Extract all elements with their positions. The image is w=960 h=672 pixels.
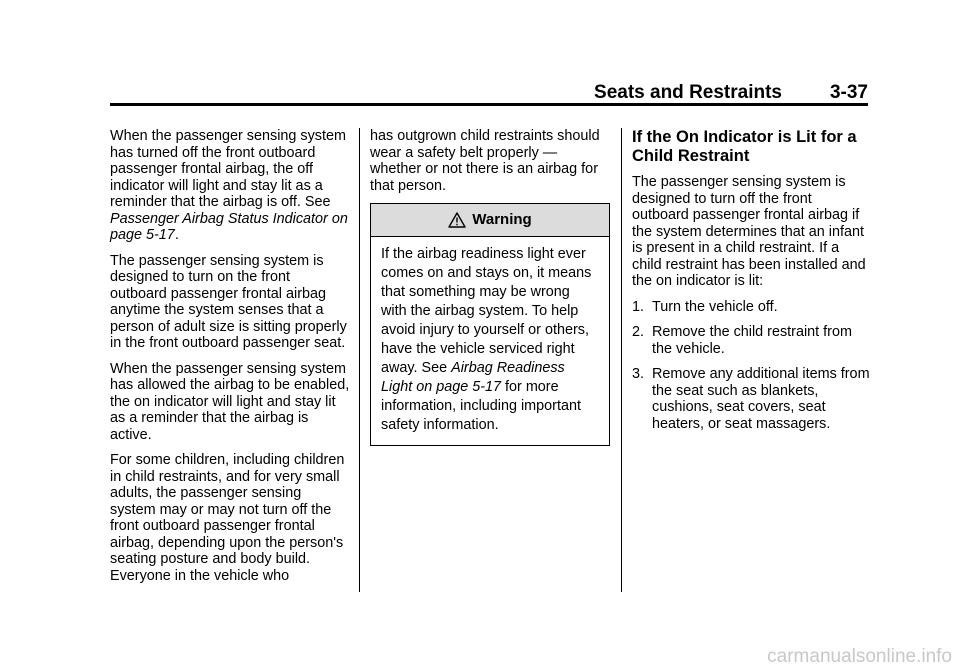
steps-list — [632, 299, 872, 433]
column-divider — [359, 128, 360, 592]
list-item — [632, 299, 872, 316]
cross-reference-link[interactable]: Passenger Airbag Status Indicator on page 5-17 — [110, 210, 348, 243]
watermark: carmanualsonline.info — [767, 646, 952, 667]
warning-box — [370, 203, 610, 446]
step-text: Remove any additional items from the seat such as blankets, cushions, seat covers, seat heaters, or seat massagers. — [652, 366, 870, 432]
warning-title: Warning — [472, 210, 532, 228]
column-1 — [110, 128, 350, 593]
section-title: Seats and Restraints — [594, 82, 782, 103]
step-number: 1. — [632, 298, 645, 315]
paragraph — [110, 128, 350, 244]
paragraph: For some children, including children in child restraints, and for very small adults, the passenger sensing system may or may not turn off the front outboard passenger frontal airbag, depending upon the person's seating posture and body build. Everyone in the vehicle who — [110, 452, 345, 584]
list-item — [632, 324, 872, 357]
subsection-heading: If the On Indicator is Lit for a Child Restraint — [632, 128, 857, 165]
step-number: 3. — [632, 366, 645, 382]
paragraph-text: When the passenger sensing system has turned off the front outboard passenger frontal airbag, the off indicator will light and stay lit as a reminder that the airbag is off. See — [110, 128, 346, 210]
column-divider — [621, 128, 622, 592]
cross-reference-link[interactable]: Airbag Readiness Light on page 5-17 — [381, 360, 565, 395]
warning-body — [371, 237, 609, 445]
list-item — [632, 366, 872, 432]
paragraph: has outgrown child restraints should wear a safety belt properly — whether or not there is an airbag for that person. — [370, 128, 600, 194]
step-text: Remove the child restraint from the vehicle. — [652, 324, 852, 357]
step-number: 2. — [632, 324, 645, 340]
paragraph: The passenger sensing system is designed to turn off the front outboard passenger frontal airbag if the system determines that an infant is present in a child restraint. If a child restraint has been installed and the on indicator is lit: — [632, 174, 866, 289]
paragraph: When the passenger sensing system has allowed the airbag to be enabled, the on indicator will light and stay lit as a reminder that the airbag is active. — [110, 360, 350, 443]
warning-header — [371, 204, 609, 237]
paragraph-text: . — [174, 227, 179, 243]
warning-text: for more information, including important safety information. — [381, 379, 581, 433]
page-number: 3-37 — [829, 82, 868, 103]
page-header — [110, 82, 868, 104]
step-text: Turn the vehicle off. — [652, 298, 778, 315]
warning-text: If the airbag readiness light ever comes on and stays on, it means that something may be wrong with the airbag system. To help avoid injury to yourself or others, have the vehicle serviced right away. See — [381, 246, 592, 376]
paragraph: The passenger sensing system is designed to turn on the front outboard passenger frontal airbag anytime the system senses that a person of adult size is sitting properly in the front outboard passenger seat. — [110, 252, 347, 351]
column-2 — [370, 128, 610, 446]
column-3 — [632, 128, 872, 441]
warning-triangle-icon — [448, 212, 466, 228]
header-rule — [110, 103, 868, 106]
